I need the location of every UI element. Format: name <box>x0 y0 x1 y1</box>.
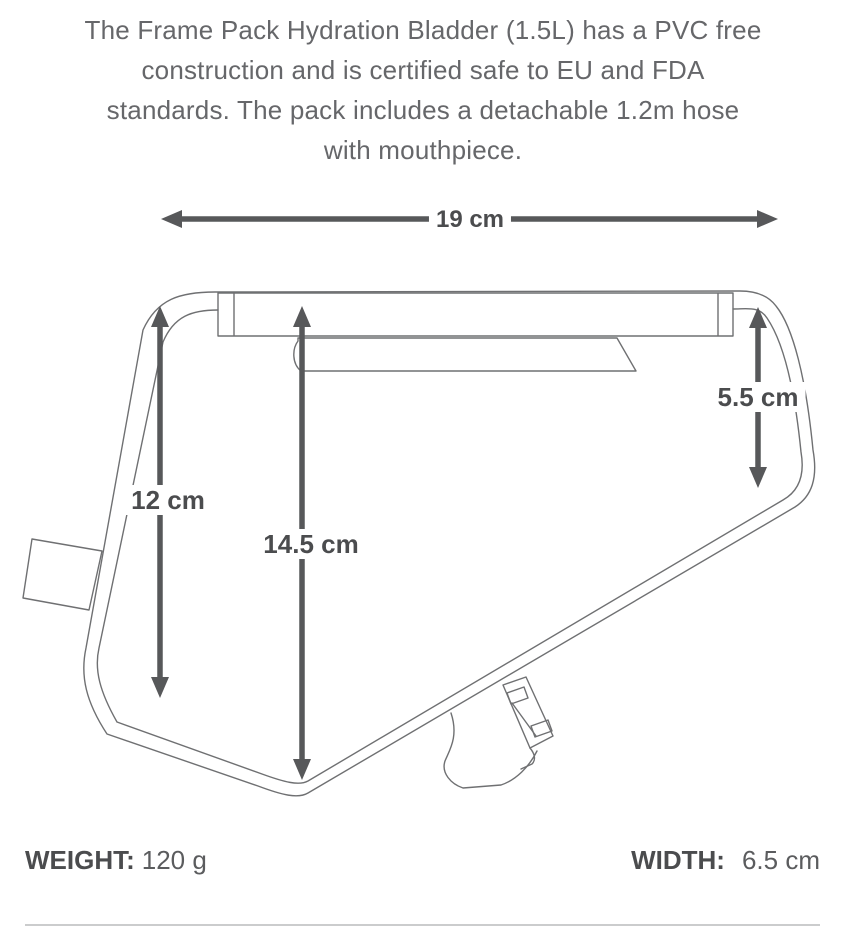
dimension-label-center-height: 14.5 cm <box>256 529 365 559</box>
weight-value: 120 g <box>141 845 207 875</box>
buckle-frame <box>503 677 553 748</box>
pack-outline-inner <box>97 309 802 784</box>
bottom-divider <box>25 924 820 926</box>
description-line: standards. The pack includes a detachable 1.2m hose <box>106 95 740 125</box>
weight-label: WEIGHT: <box>25 845 135 875</box>
inner-flap <box>294 338 636 371</box>
dimension-label-top-width: 19 cm <box>429 205 511 235</box>
description-line: with mouthpiece. <box>323 135 523 165</box>
buckle-web-line <box>512 703 536 736</box>
dimension-label-right-height: 5.5 cm <box>711 382 806 412</box>
specs-row <box>25 845 820 879</box>
width-value: 6.5 cm <box>741 845 820 875</box>
width-spec <box>631 845 820 876</box>
pack-outline-outer <box>84 291 815 796</box>
dimension-label-left-height: 12 cm <box>124 485 212 515</box>
buckle-slot-top <box>507 687 528 704</box>
strap-tab-left <box>23 539 102 610</box>
width-label: WIDTH: <box>631 845 725 875</box>
strap-buckle <box>503 677 553 748</box>
weight-spec <box>25 845 207 876</box>
bottom-strap <box>444 713 537 788</box>
description-line: The Frame Pack Hydration Bladder (1.5L) has a PVC free <box>84 15 762 45</box>
top-rail <box>218 293 733 336</box>
description-line: construction and is certified safe to EU and FDA <box>141 55 705 85</box>
